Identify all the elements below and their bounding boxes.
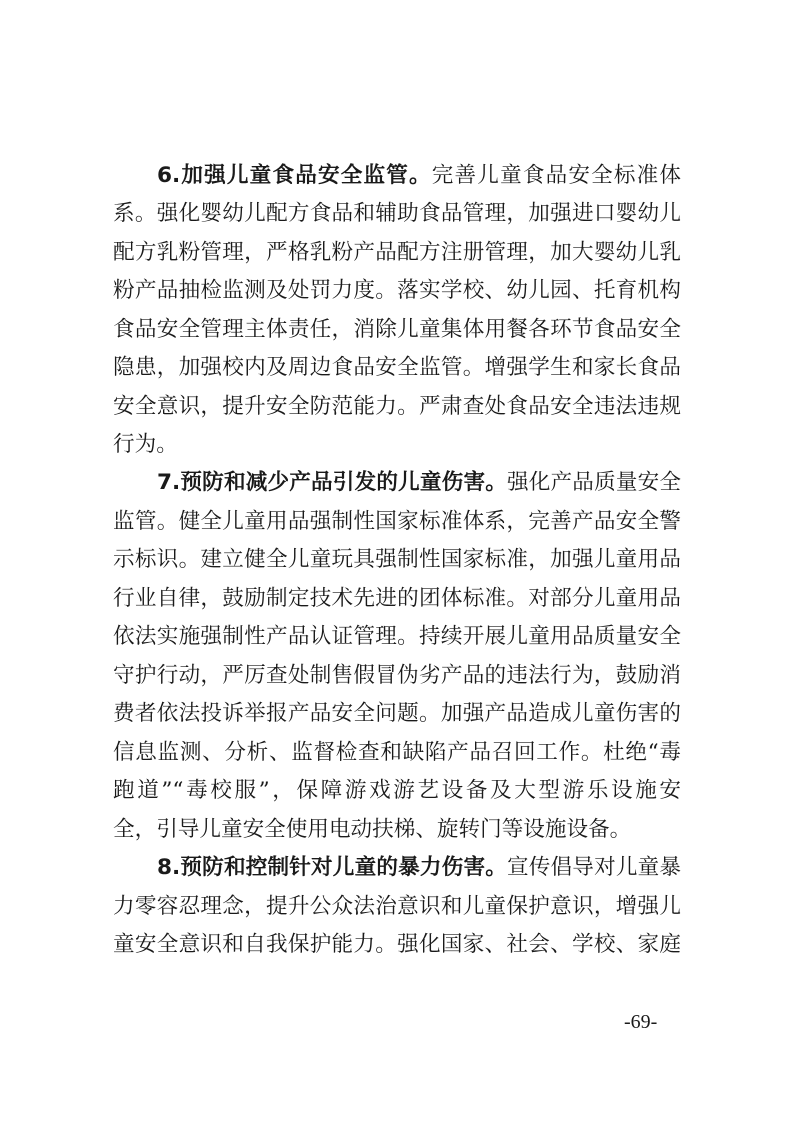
paragraph-line: 依法实施强制性产品认证管理。持续开展儿童用品质量安全: [113, 624, 681, 649]
section-6-first-line: [157, 161, 681, 191]
section-6-first-line-text: 完善儿童食品安全标准体: [431, 163, 681, 188]
section-7-first-line-text: 强化产品质量安全: [506, 470, 681, 495]
paragraph-line: 信息监测、分析、监督检查和缺陷产品召回工作。杜绝“毒: [113, 740, 681, 765]
paragraph-line: 童安全意识和自我保护能力。强化国家、社会、学校、家庭: [113, 932, 681, 957]
paragraph-line: 行业自律，鼓励制定技术先进的团体标准。对部分儿童用品: [113, 586, 681, 611]
page-number: -69-: [624, 1011, 658, 1033]
paragraph-line: 跑道”“毒校服”，保障游戏游艺设备及大型游乐设施安: [113, 778, 681, 803]
section-8-heading: 8.预防和控制针对儿童的暴力伤害。: [157, 855, 507, 880]
section-7-heading: 7.预防和减少产品引发的儿童伤害。: [157, 470, 507, 495]
paragraph-line: 全，引导儿童安全使用电动扶梯、旋转门等设施设备。: [113, 817, 632, 842]
paragraph-line: 安全意识，提升安全防范能力。严肃查处食品安全违法违规: [113, 394, 681, 419]
paragraph-line: 隐患，加强校内及周边食品安全监管。增强学生和家长食品: [113, 355, 681, 380]
section-8-first-line: [157, 853, 681, 883]
paragraph-line: 系。强化婴幼儿配方食品和辅助食品管理，加强进口婴幼儿: [113, 201, 681, 226]
paragraph-line: 监管。健全儿童用品强制性国家标准体系，完善产品安全警: [113, 509, 681, 534]
paragraph-line: 配方乳粉管理，严格乳粉产品配方注册管理，加大婴幼儿乳: [113, 240, 681, 265]
paragraph-line: 粉产品抽检监测及处罚力度。落实学校、幼儿园、托育机构: [113, 278, 681, 303]
section-8-first-line-text: 宣传倡导对儿童暴: [506, 855, 681, 880]
paragraph-line: 力零容忍理念，提升公众法治意识和儿童保护意识，增强儿: [113, 894, 681, 919]
paragraph-line: 食品安全管理主体责任，消除儿童集体用餐各环节食品安全: [113, 317, 681, 342]
paragraph-line: 守护行动，严厉查处制售假冒伪劣产品的违法行为，鼓励消: [113, 663, 681, 688]
paragraph-line: 费者依法投诉举报产品安全问题。加强产品造成儿童伤害的: [113, 701, 681, 726]
section-6-heading: 6.加强儿童食品安全监管。: [157, 163, 432, 188]
paragraph-line: 示标识。建立健全儿童玩具强制性国家标准，加强儿童用品: [113, 547, 681, 572]
section-7-first-line: [157, 468, 681, 498]
paragraph-line: 行为。: [113, 432, 178, 457]
